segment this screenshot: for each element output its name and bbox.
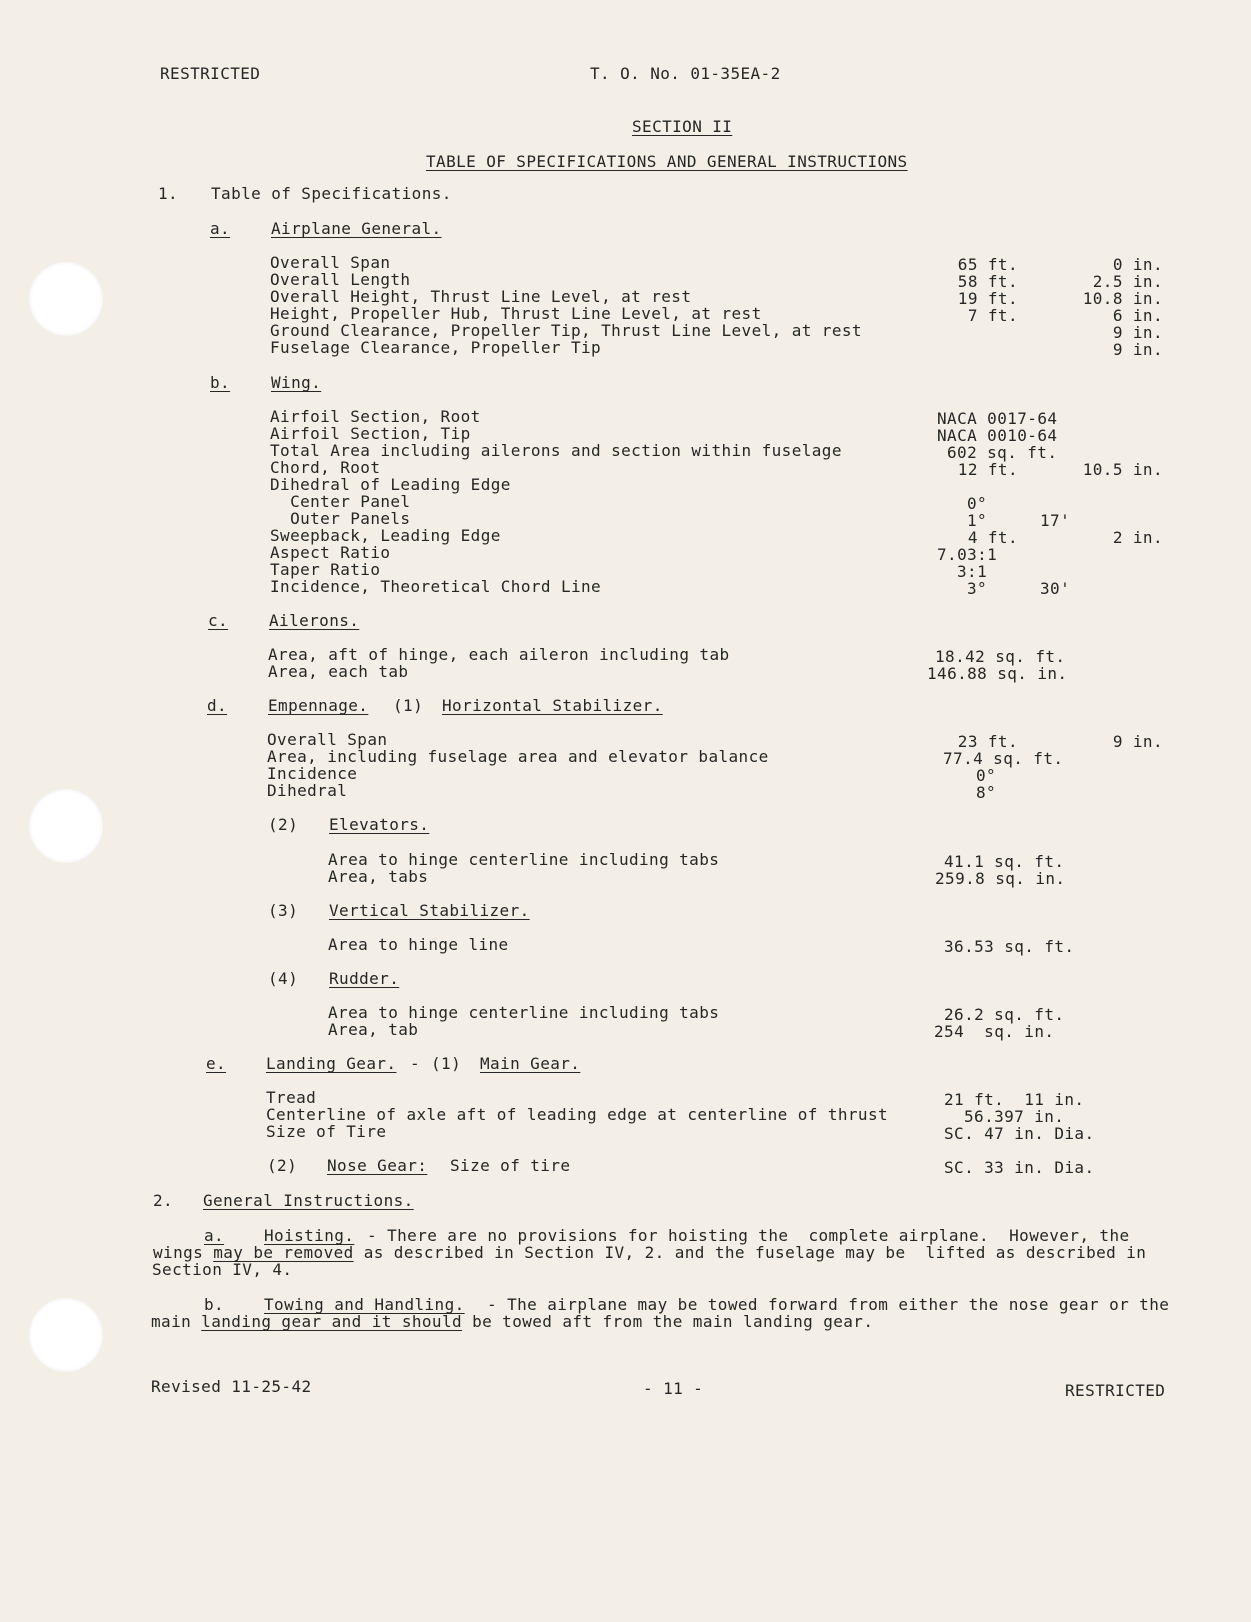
spec-label: Overall Span: [267, 730, 388, 749]
spec-label: Center Panel: [270, 492, 411, 511]
header-restricted: RESTRICTED: [160, 64, 261, 83]
spec-value: NACA 0017-64: [937, 409, 1058, 428]
spec-label: Fuselage Clearance, Propeller Tip: [270, 338, 602, 357]
spec-value: 10.8 in.: [1082, 289, 1163, 308]
spec-label: Total Area including ailerons and section within fuselage: [270, 441, 842, 460]
subsection-number: (1): [393, 696, 424, 715]
spec-value: 259.8 sq. in.: [935, 869, 1066, 888]
spec-value: 56.397 in.: [964, 1107, 1065, 1126]
spec-label: Area to hinge line: [328, 935, 509, 954]
spec-label: Taper Ratio: [270, 560, 381, 579]
spec-label: Area, aft of hinge, each aileron including tab: [268, 645, 730, 664]
spec-label: Aspect Ratio: [270, 543, 391, 562]
subsection-letter: d.: [207, 696, 228, 715]
spec-label: Outer Panels: [270, 509, 411, 528]
subsection-title: Landing Gear.: [266, 1054, 397, 1073]
paragraph-text-underlined: landing gear and it should: [201, 1312, 463, 1331]
section-title: SECTION II: [632, 117, 733, 136]
subsection-number: (2): [268, 815, 299, 834]
subsection-title: Airplane General.: [271, 219, 442, 238]
subsection-letter: c.: [208, 611, 229, 630]
spec-value: 0°: [976, 766, 997, 785]
paragraph-text-underlined: may be removed: [213, 1243, 354, 1262]
spec-value: 9 in.: [1112, 732, 1163, 751]
spec-value: SC. 33 in. Dia.: [944, 1158, 1095, 1177]
spec-label: Area, tab: [328, 1020, 419, 1039]
paragraph-title: Hoisting.: [264, 1226, 355, 1245]
spec-value: 0°: [967, 494, 988, 513]
spec-label: Overall Length: [270, 270, 411, 289]
spec-value: 1°: [967, 511, 988, 530]
section-subtitle: TABLE OF SPECIFICATIONS AND GENERAL INSTRUCTIONS: [426, 152, 908, 171]
spec-label: Height, Propeller Hub, Thrust Line Level, at rest: [270, 304, 762, 323]
spec-value: 0 in.: [1112, 255, 1163, 274]
subsection-title: Ailerons.: [269, 611, 360, 630]
spec-label: Ground Clearance, Propeller Tip, Thrust Line Level, at rest: [270, 321, 862, 340]
paragraph-title: Towing and Handling.: [264, 1295, 465, 1314]
subsection-letter: b.: [210, 373, 231, 392]
spec-label: Size of tire: [450, 1156, 571, 1175]
spec-value: 23 ft.: [957, 732, 1018, 751]
subsection-letter: a.: [210, 219, 231, 238]
subsection-number: (2): [267, 1156, 298, 1175]
paragraph-text: - The airplane may be towed forward from either the nose gear or the: [477, 1295, 1170, 1314]
spec-label: Sweepback, Leading Edge: [270, 526, 501, 545]
spec-label: Area, each tab: [268, 662, 409, 681]
spec-value: 2 in.: [1112, 528, 1163, 547]
subsection-number: (3): [268, 901, 299, 920]
spec-value: SC. 47 in. Dia.: [944, 1124, 1095, 1143]
spec-value: 21 ft. 11 in.: [944, 1090, 1085, 1109]
spec-label: Area to hinge centerline including tabs: [328, 850, 720, 869]
footer-restricted: RESTRICTED: [1065, 1381, 1166, 1400]
spec-value: 41.1 sq. ft.: [944, 852, 1065, 871]
spec-label: Size of Tire: [266, 1122, 387, 1141]
item-label: General Instructions.: [203, 1191, 414, 1210]
spec-value: 146.88 sq. in.: [927, 664, 1068, 683]
spec-label: Airfoil Section, Root: [270, 407, 481, 426]
subsection-title: Wing.: [271, 373, 322, 392]
spec-label: Overall Height, Thrust Line Level, at rest: [270, 287, 692, 306]
item-label: Table of Specifications.: [211, 184, 452, 203]
subsection-number: (4): [268, 969, 299, 988]
subsection-subtitle: Main Gear.: [480, 1054, 581, 1073]
spec-value: 254 sq. in.: [934, 1022, 1055, 1041]
spec-label: Overall Span: [270, 253, 391, 272]
spec-value: 8°: [976, 783, 997, 802]
subsection-dash: -: [410, 1054, 421, 1073]
spec-value: 36.53 sq. ft.: [944, 937, 1075, 956]
subsection-title: Empennage.: [268, 696, 369, 715]
spec-label: Incidence: [267, 764, 358, 783]
spec-value: 602 sq. ft.: [947, 443, 1058, 462]
spec-value: 3:1: [957, 562, 988, 581]
spec-label: Incidence, Theoretical Chord Line: [270, 577, 602, 596]
punch-hole: [29, 789, 103, 863]
item-number: 2.: [153, 1191, 174, 1210]
subsection-letter: e.: [206, 1054, 227, 1073]
spec-label: Area, including fuselage area and elevator balance: [267, 747, 769, 766]
paragraph-text-segment: as described in Section IV, 2. and the fuselage may be lifted as described in: [353, 1243, 1147, 1262]
spec-value: 12 ft.: [957, 460, 1018, 479]
paragraph-letter: a.: [204, 1226, 225, 1245]
spec-label: Airfoil Section, Tip: [270, 424, 471, 443]
spec-value: 77.4 sq. ft.: [943, 749, 1064, 768]
header-to-number: T. O. No. 01-35EA-2: [590, 64, 781, 83]
spec-value: 18.42 sq. ft.: [935, 647, 1066, 666]
paragraph-text: - There are no provisions for hoisting the complete airplane. However, the: [357, 1226, 1130, 1245]
spec-value: 6 in.: [1112, 306, 1163, 325]
paragraph-text: Section IV, 4.: [152, 1260, 293, 1279]
punch-hole: [29, 262, 103, 336]
paragraph-text-segment: wings: [153, 1243, 214, 1262]
spec-value: 65 ft.: [957, 255, 1018, 274]
spec-value: 2.5 in.: [1092, 272, 1163, 291]
punch-hole: [29, 1298, 103, 1372]
spec-value: 7.03:1: [937, 545, 998, 564]
spec-value: 7 ft.: [967, 306, 1018, 325]
spec-label: Dihedral: [267, 781, 348, 800]
paragraph-text: [153, 1244, 1146, 1261]
spec-label: Tread: [266, 1088, 317, 1107]
paragraph-letter: b.: [204, 1295, 225, 1314]
subsection-subtitle: Nose Gear:: [327, 1156, 428, 1175]
paragraph-text-segment: main: [151, 1312, 202, 1331]
spec-value: 30': [1040, 579, 1071, 598]
spec-value: NACA 0010-64: [937, 426, 1058, 445]
spec-value: 3°: [967, 579, 988, 598]
spec-label: Centerline of axle aft of leading edge at centerline of thrust: [266, 1105, 889, 1124]
subsection-subtitle: Vertical Stabilizer.: [329, 901, 530, 920]
subsection-subtitle: Rudder.: [329, 969, 400, 988]
item-number: 1.: [158, 184, 179, 203]
subsection-number: (1): [431, 1054, 462, 1073]
spec-value: 4 ft.: [967, 528, 1018, 547]
spec-label: Dihedral of Leading Edge: [270, 475, 511, 494]
spec-value: 9 in.: [1112, 323, 1163, 342]
spec-value: 9 in.: [1112, 340, 1163, 359]
page-number: - 11 -: [643, 1379, 704, 1398]
spec-value: 19 ft.: [957, 289, 1018, 308]
spec-label: Area to hinge centerline including tabs: [328, 1003, 720, 1022]
spec-value: 58 ft.: [957, 272, 1018, 291]
subsection-subtitle: Horizontal Stabilizer.: [442, 696, 663, 715]
spec-value: 26.2 sq. ft.: [944, 1005, 1065, 1024]
spec-value: 10.5 in.: [1082, 460, 1163, 479]
paragraph-text-segment: be towed aft from the main landing gear.: [462, 1312, 874, 1331]
subsection-subtitle: Elevators.: [329, 815, 430, 834]
footer-revised: Revised 11-25-42: [151, 1377, 312, 1396]
spec-label: Chord, Root: [270, 458, 381, 477]
spec-label: Area, tabs: [328, 867, 429, 886]
spec-value: 17': [1040, 511, 1071, 530]
paragraph-text: [151, 1313, 873, 1330]
